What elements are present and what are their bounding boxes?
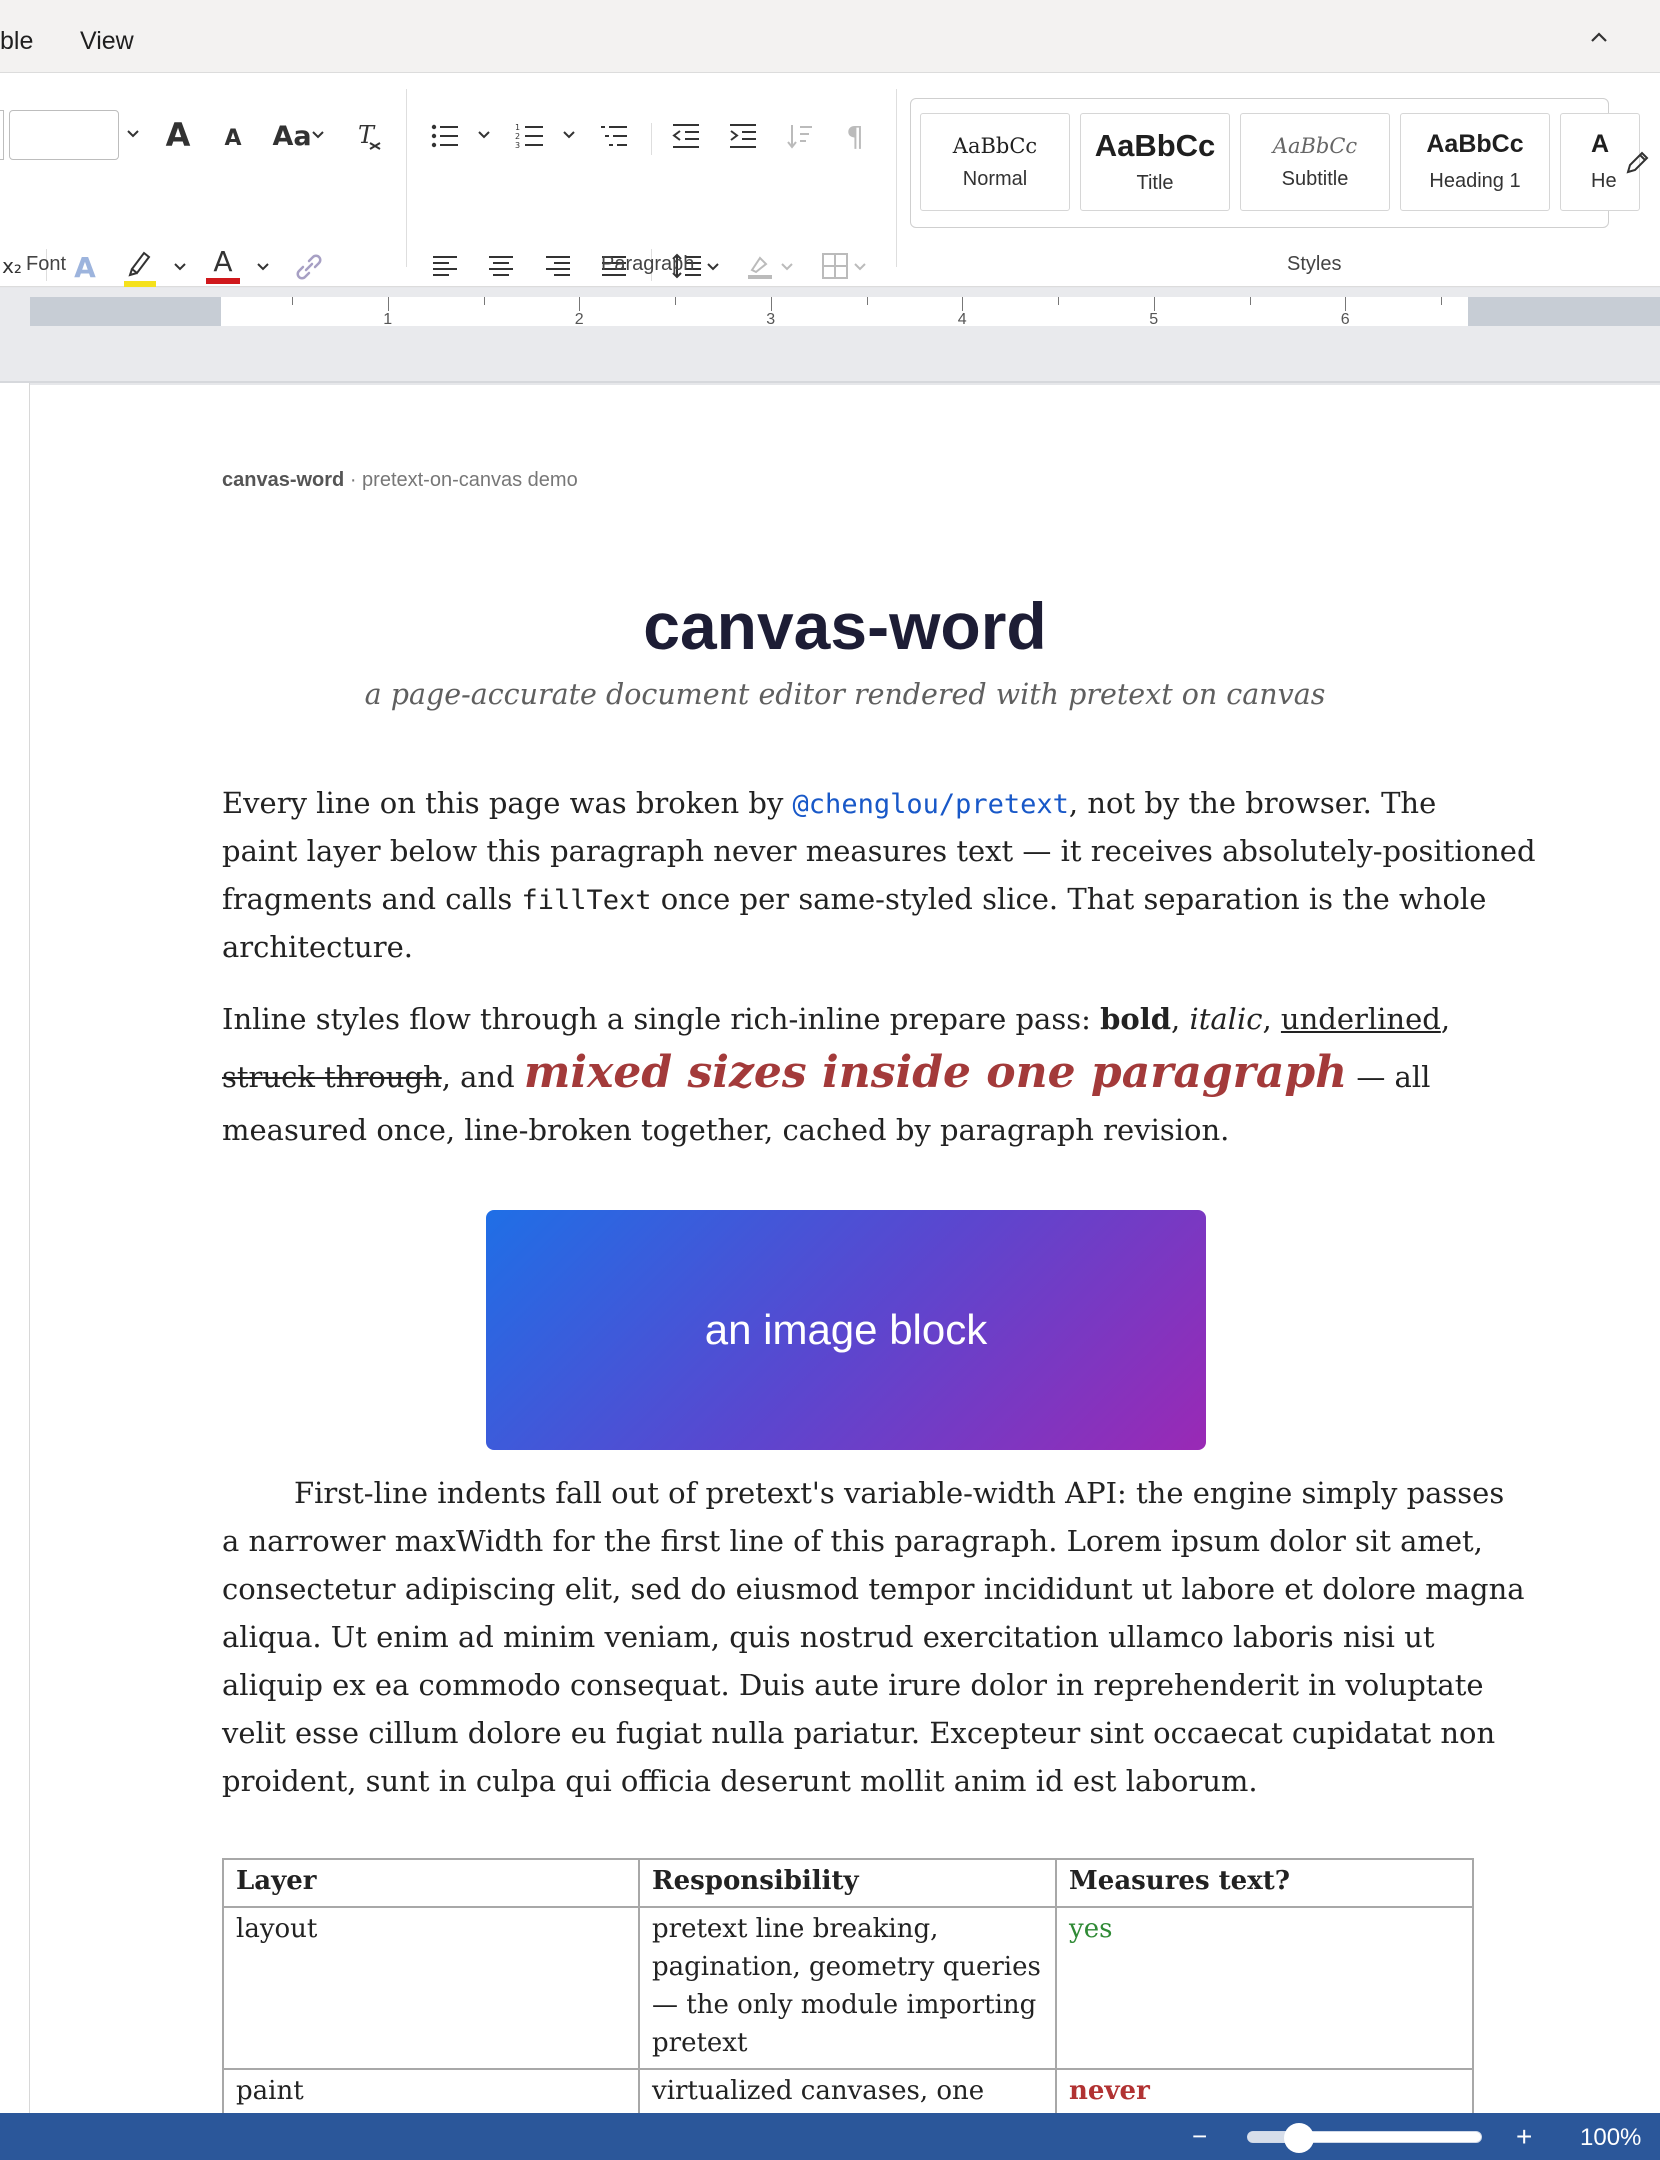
bullets-icon[interactable] xyxy=(428,119,462,153)
table-row xyxy=(223,1907,1473,2069)
ruler-tick xyxy=(675,297,676,305)
shading-icon[interactable] xyxy=(743,249,777,283)
align-center-icon[interactable] xyxy=(484,249,518,283)
ruler-tick xyxy=(1250,297,1251,305)
numbering-icon[interactable] xyxy=(513,119,547,153)
borders-dropdown-icon[interactable] xyxy=(853,262,867,272)
menu-view[interactable]: View xyxy=(80,27,134,55)
ruler-tick xyxy=(388,297,389,311)
italic-run: italic xyxy=(1189,1002,1263,1036)
style-subtitle[interactable]: AaBbCc Subtitle xyxy=(1240,113,1390,211)
paragraph-3-line: a narrower maxWidth for the first line of this paragraph. Lorem ipsum dolor sit amet, xyxy=(222,1524,1483,1558)
paragraph-3-line: consectetur adipiscing elit, sed do eiusmod tempor incididunt ut labore et dolore magna xyxy=(222,1572,1525,1606)
ruler-tick xyxy=(484,297,485,305)
filltext-code: fillText xyxy=(521,885,652,916)
bold-run: bold xyxy=(1100,1002,1172,1036)
edit-styles-pencil-icon[interactable] xyxy=(1621,147,1653,179)
ruler-tick xyxy=(292,297,293,305)
ruler-tick xyxy=(771,297,772,311)
header-app-name: canvas-word xyxy=(222,469,345,491)
paragraph-2-line: Inline styles flow through a single rich-inline prepare pass: bold, italic, underlined, xyxy=(222,1002,1451,1036)
image-block[interactable] xyxy=(486,1210,1206,1450)
table-cell: paint xyxy=(223,2069,639,2155)
document-subtitle: a page-accurate document editor rendered with pretext on canvas xyxy=(364,678,1326,711)
paragraph-1-line: Every line on this page was broken by @chenglou/pretext, not by the browser. The xyxy=(222,786,1437,820)
document-page[interactable] xyxy=(30,385,1660,2113)
page-header xyxy=(222,469,578,492)
ruler-text-area xyxy=(221,297,1468,326)
shading-dropdown-icon[interactable] xyxy=(780,262,794,272)
align-left-icon[interactable] xyxy=(428,249,462,283)
vertical-ruler xyxy=(0,383,30,2113)
table-cell: layout xyxy=(223,1907,639,2069)
paragraph-3-line: velit esse cillum dolore eu fugiat nulla pariatur. Excepteur sint occaecat cupidatat non xyxy=(222,1716,1496,1750)
ruler-number: 2 xyxy=(574,311,584,328)
table-cell: never xyxy=(1056,2069,1473,2155)
ruler-tick xyxy=(962,297,963,311)
table-header-cell: Responsibility xyxy=(639,1859,1056,1907)
ruler-tick xyxy=(1345,297,1346,311)
zoom-out-button[interactable]: − xyxy=(1192,2121,1208,2151)
paragraph-3-line: aliquip ex ea commodo consequat. Duis aute irure dolor in reprehenderit in voluptate xyxy=(222,1668,1484,1702)
style-title[interactable]: AaBbCc Title xyxy=(1080,113,1230,211)
font-color-icon[interactable] xyxy=(204,243,242,287)
highlight-dropdown-icon[interactable] xyxy=(173,262,187,272)
table-header-row xyxy=(223,1859,1473,1907)
ribbon xyxy=(0,73,1660,287)
mixed-size-run: mixed sizes inside one paragraph xyxy=(523,1047,1348,1098)
horizontal-ruler[interactable] xyxy=(30,297,1660,326)
ruler-number: 1 xyxy=(383,311,393,328)
ruler-tick xyxy=(1154,297,1155,311)
change-case-icon[interactable]: Aa xyxy=(272,120,312,152)
borders-icon[interactable] xyxy=(818,249,852,283)
image-caption: an image block xyxy=(704,1306,988,1353)
ruler-number: 5 xyxy=(1149,311,1159,328)
paragraph-2-line: struck through, and mixed sizes inside one paragraph — all xyxy=(222,1047,1431,1098)
ruler-tick xyxy=(1058,297,1059,305)
line-spacing-dropdown-icon[interactable] xyxy=(706,262,720,272)
paragraph-1-line: architecture. xyxy=(222,930,413,964)
styles-group-label: Styles xyxy=(1287,253,1342,275)
zoom-level[interactable]: 100% xyxy=(1580,2124,1642,2151)
table-cell: pretext line breaking, pagination, geometry queries — the only module importing pretext xyxy=(639,1907,1056,2069)
ruler-number: 3 xyxy=(766,311,776,328)
style-heading-1[interactable]: AaBbCc Heading 1 xyxy=(1400,113,1550,211)
subscript-label[interactable]: x₂ xyxy=(2,254,22,278)
svg-text:T: T xyxy=(358,121,375,149)
sort-icon[interactable] xyxy=(783,119,817,153)
document-title: canvas-word xyxy=(643,589,1047,663)
paragraph-group-label: Paragraph xyxy=(601,253,695,275)
shrink-font-icon[interactable]: A xyxy=(224,125,242,151)
bullets-dropdown-icon[interactable] xyxy=(477,130,491,140)
paragraph-1-line: fragments and calls fillText once per same-styled slice. That separation is the whole xyxy=(222,882,1487,916)
zoom-slider-handle[interactable] xyxy=(1284,2123,1314,2153)
decrease-indent-icon[interactable] xyxy=(669,119,703,153)
table-cell: yes xyxy=(1056,1907,1473,2069)
highlight-icon[interactable] xyxy=(122,245,158,289)
styles-gallery xyxy=(910,98,1617,228)
svg-text:3: 3 xyxy=(515,141,521,150)
ruler-tick xyxy=(1441,297,1442,305)
ruler-tick xyxy=(867,297,868,305)
ruler-number: 6 xyxy=(1340,311,1350,328)
font-size-field[interactable] xyxy=(9,110,119,160)
paragraph-1-line: paint layer below this paragraph never measures text — it receives absolutely-positioned xyxy=(222,834,1536,868)
table-header-cell: Layer xyxy=(223,1859,639,1907)
font-size-dropdown-icon[interactable] xyxy=(126,129,140,139)
zoom-in-button[interactable]: + xyxy=(1516,2121,1533,2152)
menu-table[interactable]: ble xyxy=(0,27,34,55)
strikethrough-run: struck through xyxy=(222,1060,442,1094)
paragraph-3-line: aliqua. Ut enim ad minim veniam, quis nostrud exercitation ullamco laboris nisi ut xyxy=(222,1620,1435,1654)
show-formatting-marks-icon[interactable]: ¶ xyxy=(846,119,864,153)
font-group-label: Font xyxy=(26,253,67,275)
collapse-ribbon-icon[interactable] xyxy=(1590,26,1608,49)
layers-table xyxy=(222,1858,1474,2156)
paragraph-3-line: First-line indents fall out of pretext's variable-width API: the engine simply passes xyxy=(294,1476,1505,1510)
font-name-field[interactable] xyxy=(0,110,4,160)
table-cell: virtualized canvases, one xyxy=(639,2069,1056,2155)
table-header-cell: Measures text? xyxy=(1056,1859,1473,1907)
clear-formatting-icon[interactable] xyxy=(352,117,388,153)
ruler-area xyxy=(0,288,1660,383)
header-subtitle: · pretext-on-canvas demo xyxy=(344,469,578,491)
link-icon[interactable] xyxy=(293,251,325,283)
status-bar xyxy=(0,2113,1660,2160)
ruler-number: 4 xyxy=(957,311,967,328)
paragraph-3-line: proident, sunt in culpa qui officia deserunt mollit anim id est laborum. xyxy=(222,1764,1258,1798)
zoom-slider[interactable] xyxy=(1247,2131,1482,2143)
multilevel-list-icon[interactable] xyxy=(597,119,631,153)
change-case-dropdown-icon[interactable] xyxy=(311,130,325,140)
text-effects-icon[interactable]: A xyxy=(74,250,96,284)
numbering-dropdown-icon[interactable] xyxy=(562,130,576,140)
pretext-package-link[interactable]: @chenglou/pretext xyxy=(792,789,1069,820)
svg-text:A: A xyxy=(213,245,233,278)
font-color-dropdown-icon[interactable] xyxy=(256,262,270,272)
paragraph-2-line: measured once, line-broken together, cached by paragraph revision. xyxy=(222,1113,1230,1147)
ruler-tick xyxy=(579,297,580,311)
svg-text:1: 1 xyxy=(515,123,521,132)
increase-indent-icon[interactable] xyxy=(726,119,760,153)
menu-bar xyxy=(0,0,1660,73)
style-heading-2[interactable]: A He xyxy=(1560,113,1640,211)
style-normal[interactable]: AaBbCc Normal xyxy=(920,113,1070,211)
align-right-icon[interactable] xyxy=(541,249,575,283)
underlined-run: underlined xyxy=(1280,1002,1441,1036)
svg-text:2: 2 xyxy=(515,132,521,141)
grow-font-icon[interactable]: A xyxy=(165,116,191,154)
